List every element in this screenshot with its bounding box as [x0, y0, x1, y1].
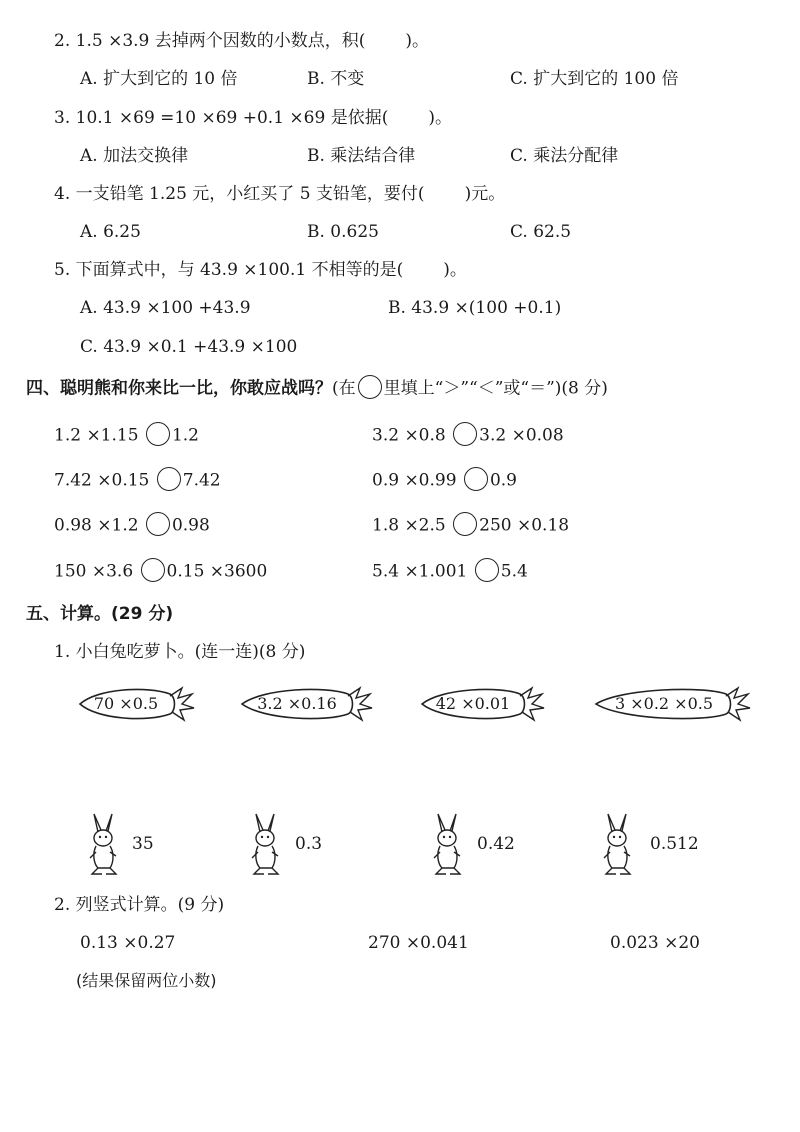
- question-4-stem: [54, 183, 505, 205]
- question-text: 10.1 ×69 =10 ×69 +0.1 ×69 是依据(: [75, 108, 389, 128]
- question-5-stem: [54, 259, 467, 281]
- option-b[interactable]: B. 0.625: [307, 222, 379, 242]
- compare-item: 7.42 ×0.15 7.42: [54, 469, 221, 493]
- compare-item: 0.98 ×1.2 0.98: [54, 514, 210, 538]
- compare-item: 150 ×3.6 0.15 ×3600: [54, 560, 267, 584]
- option-b[interactable]: B. 不变: [307, 69, 365, 89]
- compare-circle[interactable]: [146, 512, 170, 536]
- question-text: 一支铅笔 1.25 元，小红买了 5 支铅笔，要付(: [75, 184, 425, 204]
- option-b[interactable]: B. 乘法结合律: [307, 146, 416, 166]
- option-c[interactable]: C. 扩大到它的 100 倍: [510, 69, 679, 89]
- option-c[interactable]: C. 乘法分配律: [510, 146, 619, 166]
- circle-icon: [358, 375, 382, 399]
- calc-expression: 270 ×0.041: [368, 933, 469, 953]
- carrot-expression: 70 ×0.5: [93, 694, 159, 713]
- instruction-text-end: 里填上“＞”“＜”或“＝”)(8 分): [383, 378, 608, 399]
- compare-item: 5.4 ×1.001 5.4: [372, 560, 528, 584]
- question-number: 3.: [54, 108, 71, 128]
- option-c[interactable]: C. 43.9 ×0.1 +43.9 ×100: [80, 337, 298, 357]
- section-5-heading: 五、计算。(29 分): [26, 604, 174, 624]
- compare-circle[interactable]: [464, 467, 488, 491]
- compare-circle[interactable]: [475, 558, 499, 582]
- answer-value: 35: [132, 834, 154, 854]
- question-text-end: )元。: [464, 184, 506, 204]
- compare-circle[interactable]: [141, 558, 165, 582]
- question-2-vertical-calc: 2. 列竖式计算。(9 分): [54, 895, 225, 915]
- carrot-2[interactable]: [240, 682, 376, 726]
- question-2-stem: [54, 30, 429, 52]
- question-text: 下面算式中，与 43.9 ×100.1 不相等的是(: [75, 260, 404, 280]
- question-1-stem: 1. 小白兔吃萝卜。(连一连)(8 分): [54, 642, 306, 662]
- compare-circle[interactable]: [146, 422, 170, 446]
- carrot-expression: 3 ×0.2 ×0.5: [614, 694, 714, 713]
- question-text: 1.5 ×3.9 去掉两个因数的小数点，积(: [75, 31, 366, 51]
- option-a[interactable]: A. 扩大到它的 10 倍: [80, 69, 238, 89]
- compare-item: 1.2 ×1.15 1.2: [54, 424, 199, 448]
- compare-item: 0.9 ×0.99 0.9: [372, 469, 517, 493]
- rabbit-icon: [430, 812, 470, 876]
- answer-value: 0.42: [477, 834, 515, 854]
- question-text-end: )。: [443, 260, 467, 280]
- option-a[interactable]: A. 6.25: [80, 222, 141, 242]
- carrot-expression: 3.2 ×0.16: [257, 694, 337, 713]
- calc-expression: 0.13 ×0.27: [80, 933, 176, 953]
- carrot-1[interactable]: [78, 682, 198, 726]
- option-a[interactable]: A. 加法交换律: [80, 146, 189, 166]
- question-number: 4.: [54, 184, 71, 204]
- option-c[interactable]: C. 62.5: [510, 222, 572, 242]
- section-title: 四、聪明熊和你来比一比，你敢应战吗？: [26, 378, 332, 399]
- compare-circle[interactable]: [157, 467, 181, 491]
- question-text-end: )。: [405, 31, 430, 51]
- option-b[interactable]: B. 43.9 ×(100 +0.1): [388, 298, 562, 318]
- section-4-heading: [26, 377, 608, 401]
- compare-circle[interactable]: [453, 512, 477, 536]
- compare-circle[interactable]: [453, 422, 477, 446]
- rabbit-1[interactable]: [86, 812, 126, 876]
- calc-expression: 0.023 ×20: [610, 933, 700, 953]
- compare-item: 1.8 ×2.5 250 ×0.18: [372, 514, 569, 538]
- compare-item: 3.2 ×0.8 3.2 ×0.08: [372, 424, 564, 448]
- answer-value: 0.512: [650, 834, 699, 854]
- rabbit-3[interactable]: [430, 812, 470, 876]
- rabbit-2[interactable]: [248, 812, 288, 876]
- carrot-3[interactable]: [420, 682, 548, 726]
- instruction-text: (在: [332, 378, 356, 399]
- answer-value: 0.3: [295, 834, 323, 854]
- rabbit-4[interactable]: [600, 812, 640, 876]
- rabbit-icon: [86, 812, 126, 876]
- question-number: 5.: [54, 260, 71, 280]
- carrot-4[interactable]: [594, 682, 756, 726]
- question-text-end: )。: [428, 108, 452, 128]
- rabbit-icon: [248, 812, 288, 876]
- rabbit-icon: [600, 812, 640, 876]
- question-number: 2.: [54, 31, 71, 51]
- option-a[interactable]: A. 43.9 ×100 +43.9: [80, 298, 251, 318]
- rounding-note: (结果保留两位小数): [76, 971, 217, 990]
- carrot-expression: 42 ×0.01: [435, 694, 511, 713]
- question-3-stem: [54, 107, 452, 129]
